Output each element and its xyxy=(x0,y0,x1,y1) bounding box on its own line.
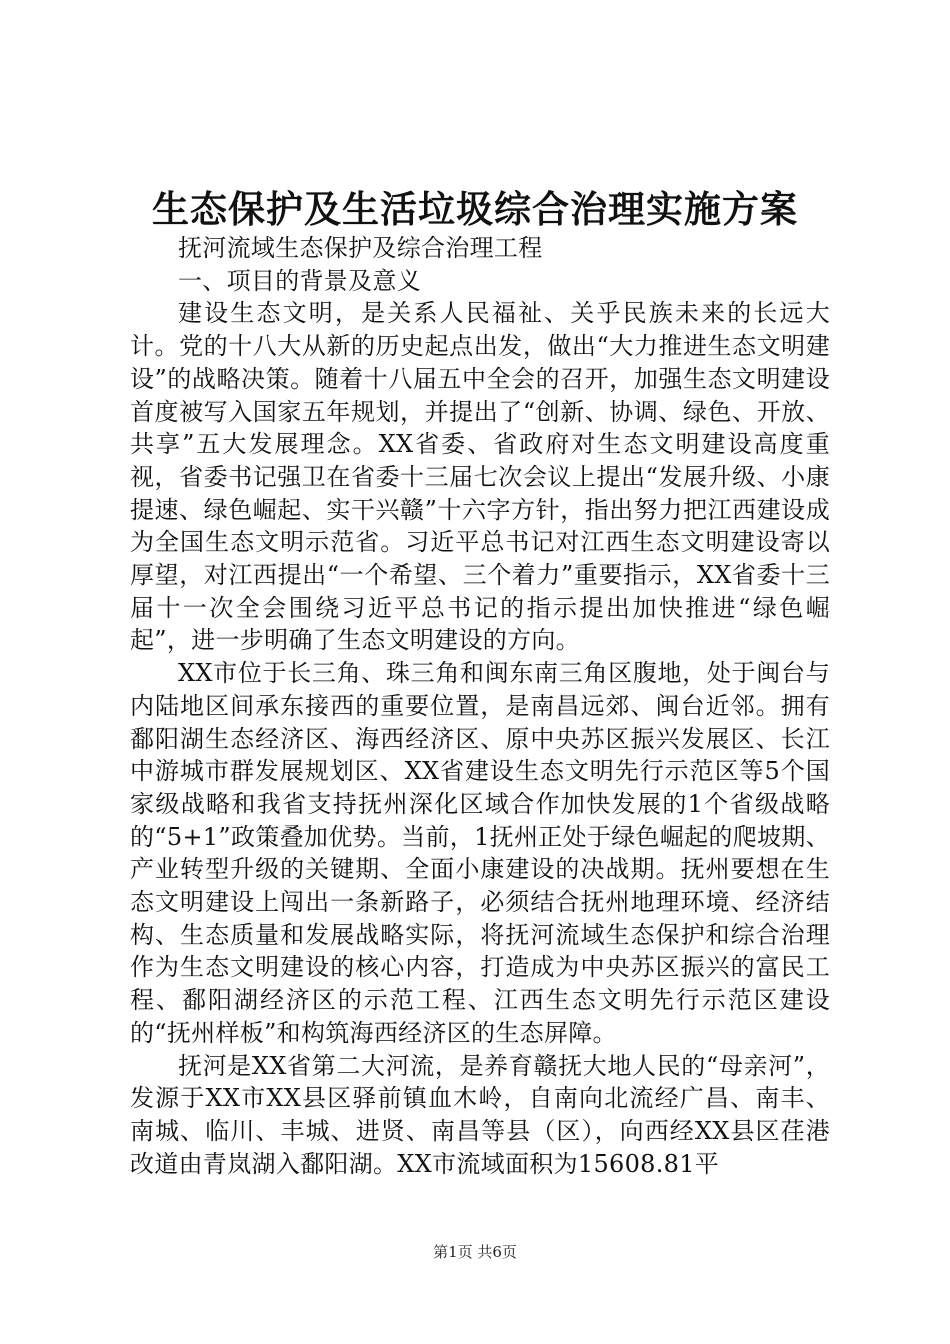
section-heading: 一、项目的背景及意义 xyxy=(178,266,421,295)
document-body xyxy=(130,232,830,1180)
page-number-footer: 第1页 共6页 xyxy=(433,1243,517,1261)
document-title: 生态保护及生活垃圾综合治理实施方案 xyxy=(152,187,798,231)
body-paragraph: 抚河是XX省第二大河流，是养育赣抚大地人民的“母亲河”，发源于XX市XX县区驿前镇血木岭，自南向北流经广昌、南丰、南城、临川、丰城、进贤、南昌等县（区），向西经XX县区荏港改道由青岚湖入鄱阳湖。XX市流域面积为15608.81平 xyxy=(130,1051,830,1178)
body-paragraph: XX市位于长三角、珠三角和闽东南三角区腹地，处于闽台与内陆地区间承东接西的重要位置，是南昌远郊、闽台近邻。拥有鄱阳湖生态经济区、海西经济区、原中央苏区振兴发展区、长江中游城市群发展规划区、XX省建设生态文明先行示范区等5个国家级战略和我省支持抚州深化区域合作加快发展的1个省级战略的“5+1”政策叠加优势。当前，1抚州正处于绿色崛起的爬坡期、产业转型升级的关键期、全面小康建设的决战期。抚州要想在生态文明建设上闯出一条新路子，必须结合抚州地理环境、经济结构、生态质量和发展战略实际，将抚河流域生态保护和综合治理作为生态文明建设的核心内容，打造成为中央苏区振兴的富民工程、鄱阳湖经济区的示范工程、江西生态文明先行示范区建设的“抚州样板”和构筑海西经济区的生态屏障。 xyxy=(130,659,830,1047)
document-subtitle: 抚河流域生态保护及综合治理工程 xyxy=(178,234,543,262)
body-paragraph: 建设生态文明，是关系人民福祉、关乎民族未来的长远大计。党的十八大从新的历史起点出发，做出“大力推进生态文明建设”的战略决策。随着十八届五中全会的召开，加强生态文明建设首度被写入国家五年规划，并提出了“创新、协调、绿色、开放、共享”五大发展理念。XX省委、省政府对生态文明建设高度重视，省委书记强卫在省委十三届七次会议上提出“发展升级、小康提速、绿色崛起、实干兴赣”十六字方针，指出努力把江西建设成为全国生态文明示范省。习近平总书记对江西生态文明建设寄以厚望，对江西提出“一个希望、三个着力”重要指示，XX省委十三届十一次全会围绕习近平总书记的指示提出加快推进“绿色崛起”，进一步明确了生态文明建设的方向。 xyxy=(130,299,830,655)
